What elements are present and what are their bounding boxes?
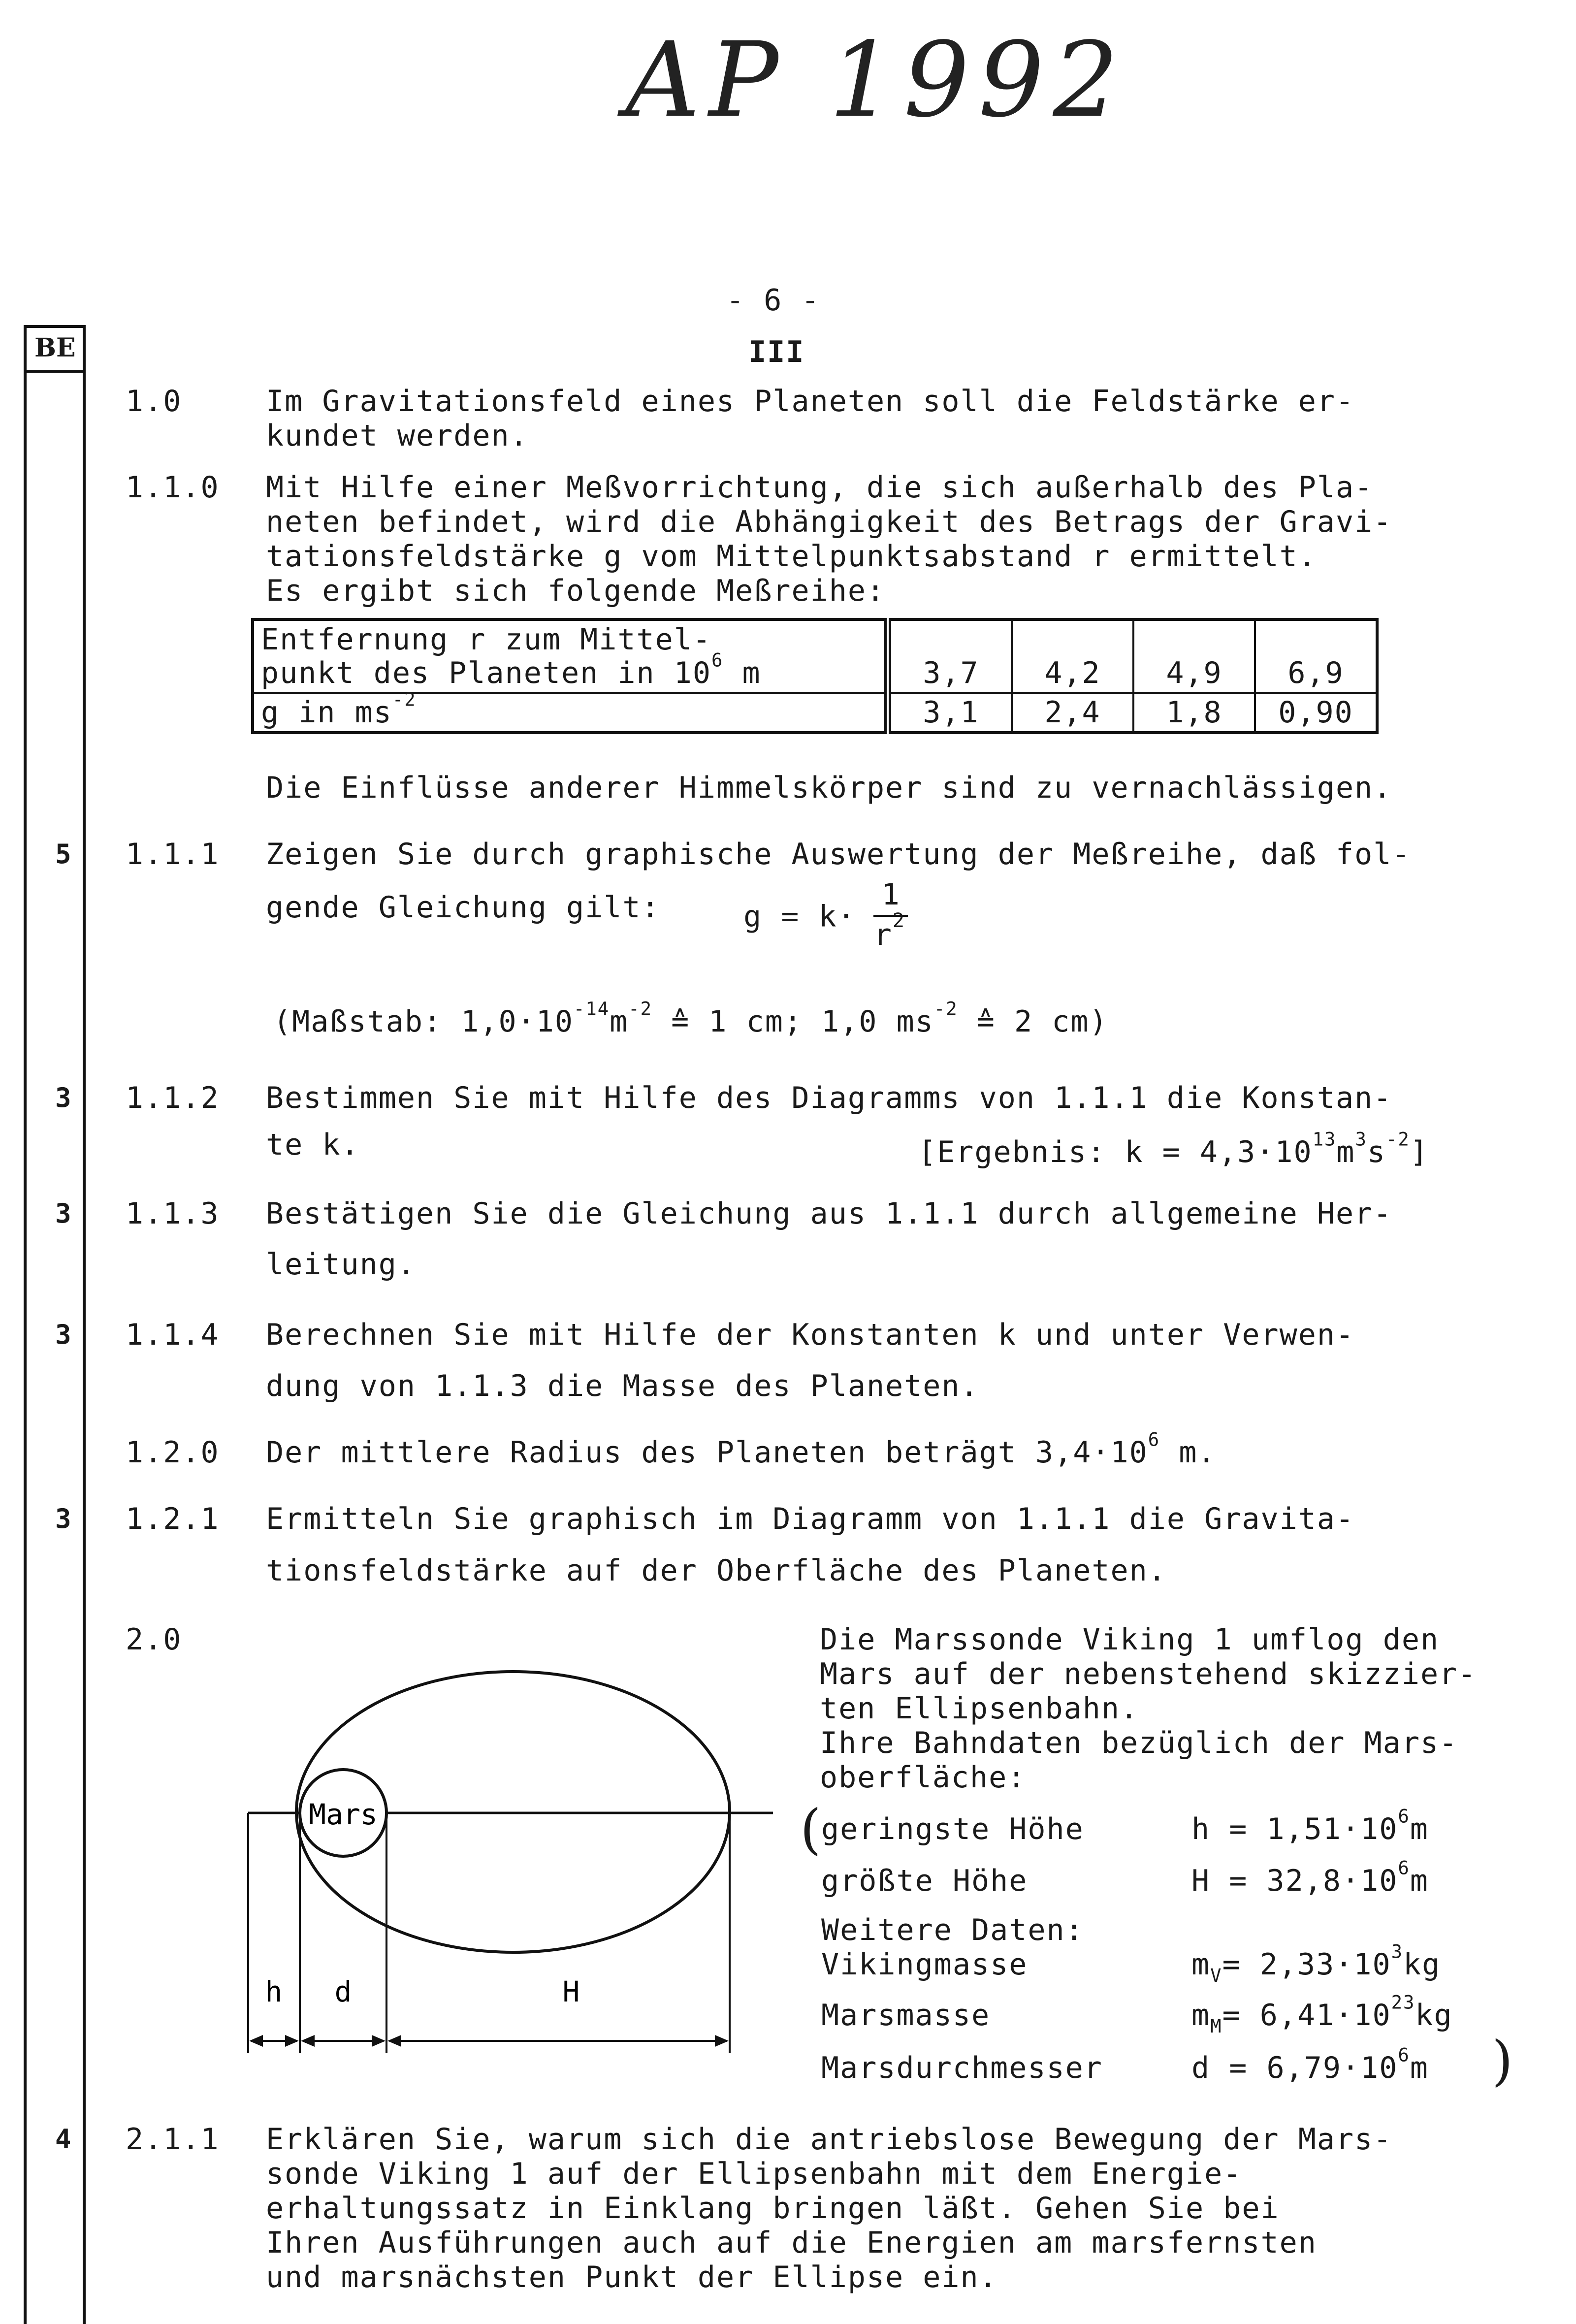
table-cell: 2,4 bbox=[1012, 693, 1133, 733]
h-label: h bbox=[265, 1975, 283, 2008]
be-points: 4 bbox=[55, 2124, 72, 2155]
task-text-line: ten Ellipsenbahn. bbox=[820, 1691, 1139, 1726]
further-data-value: $m_M= 6,41\cdot 10^{23}kg$ bbox=[1191, 1991, 1453, 2037]
H-label: H bbox=[562, 1975, 580, 2008]
task-text-line: Bestätigen Sie die Gleichung aus 1.1.1 durch allgemeine Her- bbox=[266, 1196, 1392, 1231]
measurement-table bbox=[251, 618, 1379, 734]
be-points: 5 bbox=[55, 839, 72, 870]
task-text-line: Zeigen Sie durch graphische Auswertung der Meßreihe, daß fol- bbox=[266, 837, 1411, 872]
arrow-head bbox=[715, 2035, 729, 2047]
task-number: 1.1.1 bbox=[126, 837, 220, 872]
task-text-line: Der mittlere Radius des Planeten beträgt $3,4\cdot 10^6$ m. bbox=[266, 1428, 1217, 1470]
task-text-line: Erklären Sie, warum sich die antriebslose Bewegung der Mars- bbox=[266, 2122, 1392, 2157]
arrow-head bbox=[285, 2035, 299, 2047]
task-text-line: Berechnen Sie mit Hilfe der Konstanten k und unter Verwen- bbox=[266, 1318, 1355, 1352]
task-number: 1.1.4 bbox=[126, 1318, 220, 1352]
task-number: 2.0 bbox=[126, 1622, 182, 1657]
task-text-line: und marsnächsten Punkt der Ellipse ein. bbox=[266, 2260, 998, 2294]
scale-note: (Maßstab: $1,0\cdot 10^{-14}m^{-2}$ ≙ 1 cm; 1,0 $ms^{-2}$ ≙ 2 cm) bbox=[273, 998, 1108, 1039]
note-text: Die Einflüsse anderer Himmelskörper sind zu vernachlässigen. bbox=[266, 771, 1392, 805]
orbit-diagram bbox=[222, 1640, 773, 2083]
be-points: 3 bbox=[55, 1319, 72, 1350]
task-text-line: tationsfeldstärke g vom Mittelpunktsabstand r ermittelt. bbox=[266, 539, 1317, 574]
be-column-frame bbox=[24, 325, 86, 2324]
further-data-value: $m_V= 2,33\cdot 10^3kg$ bbox=[1191, 1940, 1441, 1986]
task-text-line: Im Gravitationsfeld eines Planeten soll die Feldstärke er- bbox=[266, 384, 1355, 419]
further-data-value: $d = 6,79\cdot 10^6m$ bbox=[1191, 2044, 1429, 2085]
task-number: 1.0 bbox=[126, 384, 182, 419]
task-text-line: Bestimmen Sie mit Hilfe des Diagramms von 1.1.1 die Konstan- bbox=[266, 1081, 1392, 1115]
table-cell: 3,1 bbox=[888, 693, 1012, 733]
be-column-label: BE bbox=[34, 333, 76, 363]
task-text-line: kundet werden. bbox=[266, 419, 529, 453]
further-data-heading: Weitere Daten: bbox=[821, 1913, 1084, 1947]
task-text-line: dung von 1.1.3 die Masse des Planeten. bbox=[266, 1369, 979, 1403]
table-row-label: Entfernung r zum Mittel- punkt des Planeten in $10^6$ m bbox=[253, 619, 888, 693]
orbit-data-value: $h = 1,51\cdot 10^6m$ bbox=[1191, 1805, 1429, 1846]
table-cell: 1,8 bbox=[1133, 693, 1255, 733]
table-cell: 4,2 bbox=[1012, 619, 1133, 693]
task-number: 1.1.2 bbox=[126, 1081, 220, 1115]
result-note: [Ergebnis: $k = 4,3\cdot 10^{13}m^3s^{-2}$] bbox=[918, 1128, 1429, 1169]
orbit-data-label: geringste Höhe bbox=[821, 1812, 1084, 1846]
arrow-head bbox=[301, 2035, 315, 2047]
orbit-data-label: größte Höhe bbox=[821, 1864, 1028, 1898]
table-row-label: g in $ms^{-2}$ bbox=[253, 693, 888, 733]
table-row bbox=[253, 619, 1377, 693]
arrow-head bbox=[372, 2035, 386, 2047]
task-text-line: Es ergibt sich folgende Meßreihe: bbox=[266, 574, 886, 608]
be-points: 3 bbox=[55, 1082, 72, 1113]
task-number: 1.2.1 bbox=[126, 1502, 220, 1536]
task-text-line: tionsfeldstärke auf der Oberfläche des Planeten. bbox=[266, 1553, 1167, 1588]
further-data-label: Marsmasse bbox=[821, 1998, 991, 2033]
open-parenthesis: ( bbox=[800, 1798, 821, 1861]
orbit-data-value: $H = 32,8\cdot 10^6m$ bbox=[1191, 1857, 1429, 1898]
d-label: d bbox=[334, 1975, 352, 2008]
be-points: 3 bbox=[55, 1198, 72, 1229]
table-cell: 6,9 bbox=[1255, 619, 1377, 693]
task-text-line: oberfläche: bbox=[820, 1760, 1027, 1795]
further-data-label: Vikingmasse bbox=[821, 1947, 1028, 1982]
arrow-head bbox=[387, 2035, 401, 2047]
task-text-line: sonde Viking 1 auf der Ellipsenbahn mit dem Energie- bbox=[266, 2157, 1242, 2191]
task-text-line: neten befindet, wird die Abhängigkeit des Betrags der Gravi- bbox=[266, 505, 1392, 539]
task-text-line: leitung. bbox=[266, 1247, 416, 1282]
handwritten-title: AP 1992 bbox=[625, 20, 1128, 140]
task-number: 1.1.3 bbox=[126, 1196, 220, 1231]
task-number: 2.1.1 bbox=[126, 2122, 220, 2157]
equation: g = k· $\frac{1}{r^2}$ bbox=[743, 881, 915, 955]
arrow-head bbox=[249, 2035, 263, 2047]
task-text-line: Ihre Bahndaten bezüglich der Mars- bbox=[820, 1726, 1458, 1760]
task-text-line: erhaltungssatz in Einklang bringen läßt. Gehen Sie bei bbox=[266, 2191, 1280, 2226]
table-cell: 4,9 bbox=[1133, 619, 1255, 693]
be-points: 3 bbox=[55, 1503, 72, 1534]
table-row bbox=[253, 693, 1377, 733]
task-text-line: Mars auf der nebenstehend skizzier- bbox=[820, 1657, 1477, 1691]
page-number: - 6 - bbox=[726, 283, 820, 318]
section-number: III bbox=[748, 335, 805, 369]
task-text-line: Ihren Ausführungen auch auf die Energien am marsfernsten bbox=[266, 2226, 1317, 2260]
table-cell: 0,90 bbox=[1255, 693, 1377, 733]
task-text-line: gende Gleichung gilt: bbox=[266, 890, 660, 925]
equation-fraction: $\frac{1}{r^2}$ bbox=[856, 881, 915, 955]
be-column-divider bbox=[24, 370, 86, 373]
task-text-line: Ermitteln Sie graphisch im Diagramm von 1.1.1 die Gravita- bbox=[266, 1502, 1355, 1536]
task-number: 1.2.0 bbox=[126, 1435, 220, 1470]
task-text-line: Mit Hilfe einer Meßvorrichtung, die sich außerhalb des Pla- bbox=[266, 470, 1374, 505]
task-text-line: Die Marssonde Viking 1 umflog den bbox=[820, 1622, 1440, 1657]
task-number: 1.1.0 bbox=[126, 470, 220, 505]
mars-label: Mars bbox=[309, 1798, 378, 1831]
close-parenthesis: ) bbox=[1492, 2029, 1513, 2092]
table-cell: 3,7 bbox=[888, 619, 1012, 693]
task-text-line: te k. bbox=[266, 1128, 360, 1162]
further-data-label: Marsdurchmesser bbox=[821, 2051, 1103, 2085]
